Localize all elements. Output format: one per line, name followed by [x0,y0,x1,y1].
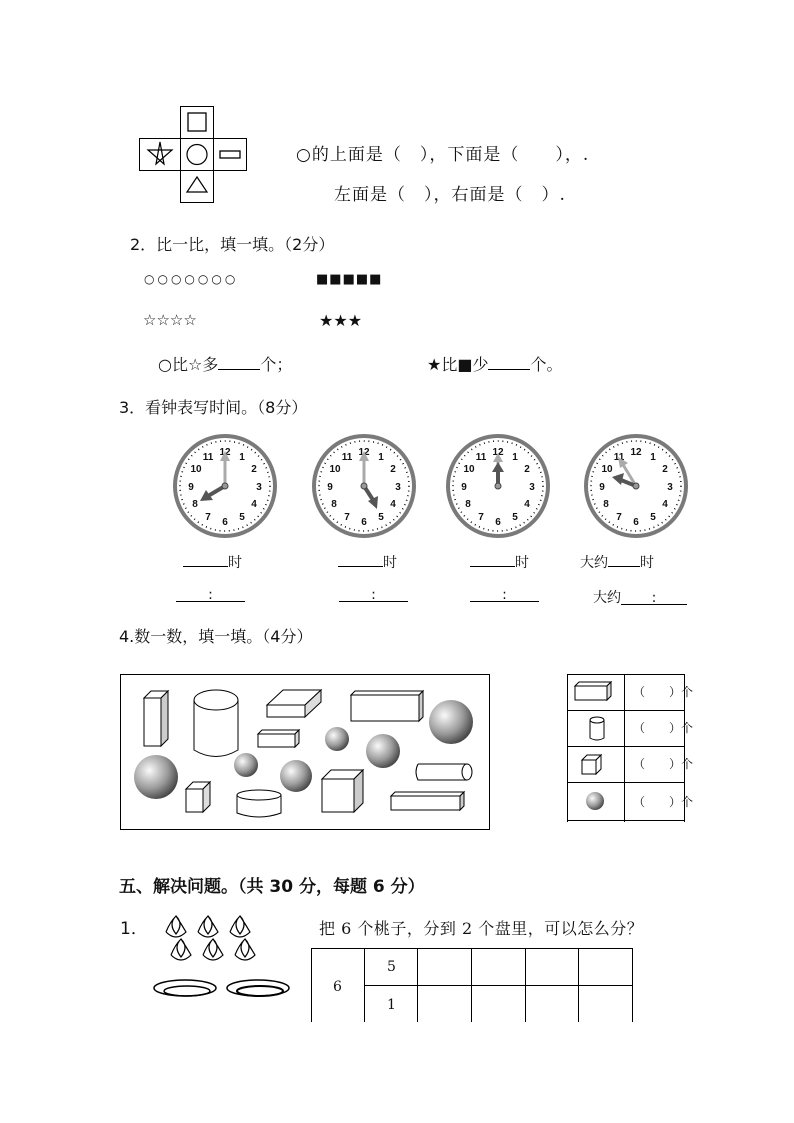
count-answer-cylinder[interactable]: （ ）个 [633,721,694,735]
clock-3-hour-answer [470,552,529,572]
time-colon: : [339,587,408,602]
cylinder-icon [585,714,609,744]
blank-cell[interactable] [472,949,524,984]
compare-left-prefix: ○比☆多 [158,355,219,374]
cube-question-line2: 左面是（ ），右面是（ ）. [334,185,566,205]
net-face-right [213,138,247,171]
cube-icon [579,752,609,780]
rectangle-icon [214,139,246,170]
count-answer-cuboid[interactable]: （ ）个 [633,685,694,699]
answer-blank[interactable] [338,552,383,567]
clock-2-time-answer[interactable] [339,587,408,603]
problem-1-question: 把 6 个桃子，分到 2 个盘里，可以怎么分？ [319,919,644,938]
clock-2 [311,433,417,539]
clock-4-time-answer [593,587,687,607]
problem-1-number: 1． [120,919,148,939]
q2-heading: 2．比一比，填一填。（2分） [130,235,335,254]
circles-row: ○○○○○○○ [144,272,239,286]
q3-heading: 3．看钟表写时间。（8分） [119,398,308,417]
square-icon [181,107,213,138]
clock-1-time-answer[interactable] [176,587,245,603]
peaches-plates-picture [150,912,290,1007]
triangle-icon [181,171,213,202]
blank-cell[interactable] [418,949,470,984]
blank-cell[interactable] [579,986,631,1021]
time-colon: : [470,587,539,602]
answer-blank[interactable] [470,552,515,567]
circle-icon [181,139,213,170]
net-face-center [180,138,214,171]
blank-cell[interactable] [579,949,631,984]
star-icon [140,139,180,170]
sphere-icon [584,790,606,812]
cylinder-shape [194,690,238,757]
hollow-stars-row: ☆☆☆☆ [143,311,197,329]
bottom-row-cell: 1 [387,997,396,1013]
approx-label: 大约 [580,555,608,571]
compare-right-suffix: 个。 [530,355,563,374]
compare-left-suffix: 个； [260,355,293,374]
hour-unit: 时 [228,555,242,571]
clock-4 [583,433,689,539]
net-face-bottom [180,170,214,203]
blank-cell[interactable] [526,986,577,1021]
peach-partition-table [311,948,633,1022]
answer-blank[interactable] [608,552,640,567]
answer-blank[interactable] [488,355,530,370]
time-colon: : [176,587,245,602]
clock-3 [445,433,551,539]
total-peaches-cell: 6 [333,979,342,995]
clock-1 [172,433,278,539]
net-face-top [180,106,214,139]
compare-fill-left [158,352,292,375]
blank-cell[interactable] [472,986,524,1021]
clock-1-hour-answer [183,552,242,572]
compare-fill-right [427,352,562,375]
hour-unit: 时 [383,555,397,571]
clock-2-hour-answer [338,552,397,572]
answer-blank[interactable] [183,552,228,567]
shape-count-table [567,674,694,822]
cuboid-shape [144,691,168,746]
clock-4-hour-answer [580,552,654,572]
answer-blank[interactable] [218,355,260,370]
compare-right-prefix: ★比■少 [427,355,489,374]
squares-row: ■■■■■ [316,272,383,287]
net-face-left [139,138,181,171]
blank-cell[interactable] [418,986,470,1021]
approx-label: 大约 [593,590,621,606]
section5-heading: 五、解决问题。（共 30 分，每题 6 分） [119,877,425,897]
q4-heading: 4.数一数，填一填。（4分） [119,627,313,646]
shapes-picture [120,674,490,830]
cuboid-icon [571,678,621,708]
top-row-cell: 5 [387,959,396,975]
peach-icon [166,916,255,960]
count-answer-cube[interactable]: （ ）个 [633,757,694,771]
hour-unit: 时 [640,555,654,571]
hour-unit: 时 [515,555,529,571]
count-answer-sphere[interactable]: （ ）个 [633,795,694,809]
blank-cell[interactable] [526,949,577,984]
solid-stars-row: ★★★ [319,311,363,330]
cube-question-line1: ○的上面是（ ），下面是（ ），. [296,145,590,165]
clock-3-time-answer[interactable] [470,587,539,603]
time-colon[interactable]: : [621,590,687,605]
